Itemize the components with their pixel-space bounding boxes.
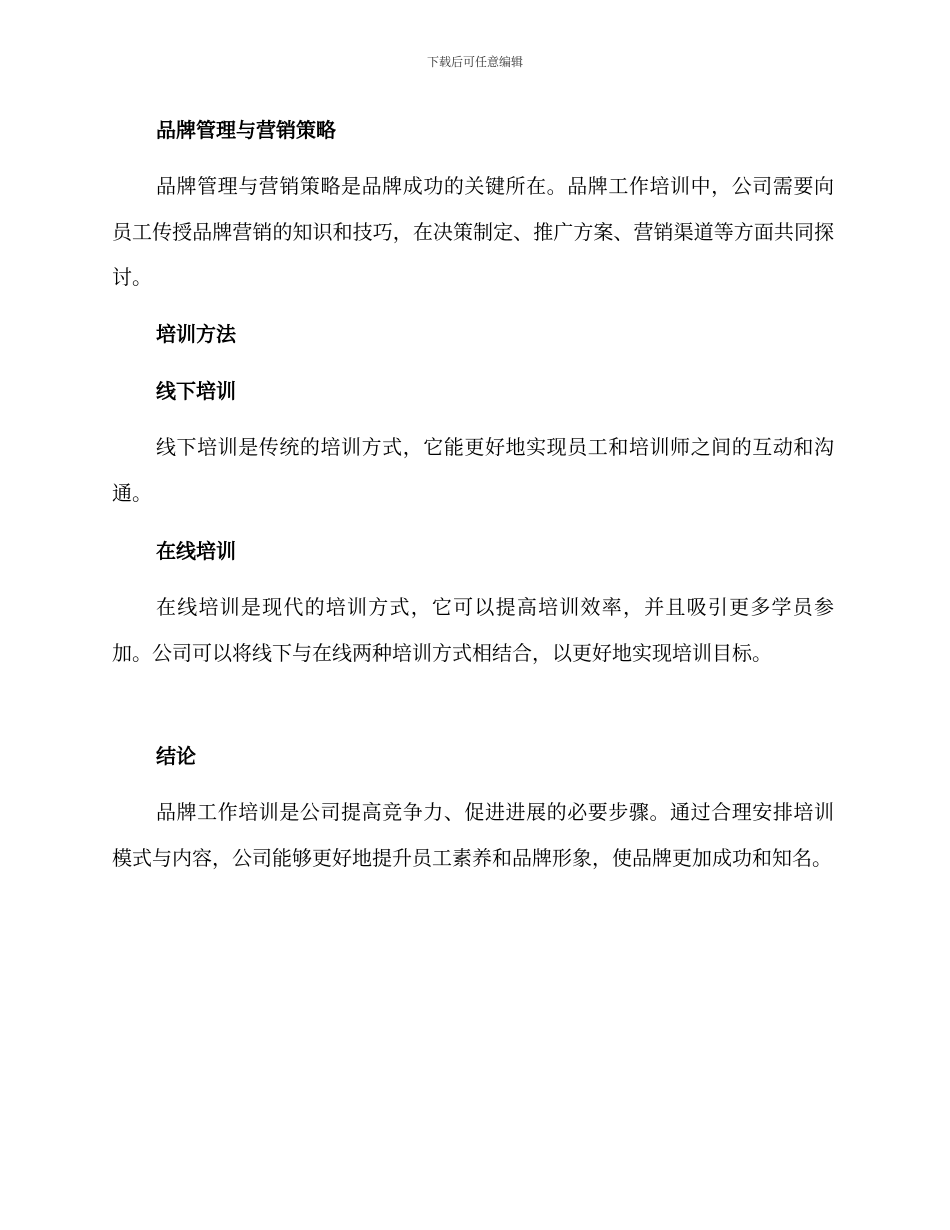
section-paragraph-offline-training: 线下培训是传统的培训方式，它能更好地实现员工和培训师之间的互动和沟通。 <box>112 435 834 505</box>
section-heading-conclusion: 结论 <box>156 744 196 768</box>
section-heading-offline-training: 线下培训 <box>156 379 236 403</box>
section-paragraph-conclusion: 品牌工作培训是公司提高竞争力、促进进展的必要步骤。通过合理安排培训模式与内容，公司能够更好地提升员工素养和品牌形象，使品牌更加成功和知名。 <box>112 800 834 870</box>
section-heading-training-methods: 培训方法 <box>156 322 236 346</box>
section-heading-online-training: 在线培训 <box>156 539 236 563</box>
section-paragraph-online-training: 在线培训是现代的培训方式，它可以提高培训效率，并且吸引更多学员参加。公司可以将线下与在线两种培训方式相结合，以更好地实现培训目标。 <box>112 595 834 665</box>
section-paragraph-brand-management: 品牌管理与营销策略是品牌成功的关键所在。品牌工作培训中，公司需要向员工传授品牌营销的知识和技巧，在决策制定、推广方案、营销渠道等方面共同探讨。 <box>112 174 834 289</box>
section-heading-brand-management: 品牌管理与营销策略 <box>156 118 336 142</box>
page-header: 下载后可任意编辑 <box>426 55 523 69</box>
